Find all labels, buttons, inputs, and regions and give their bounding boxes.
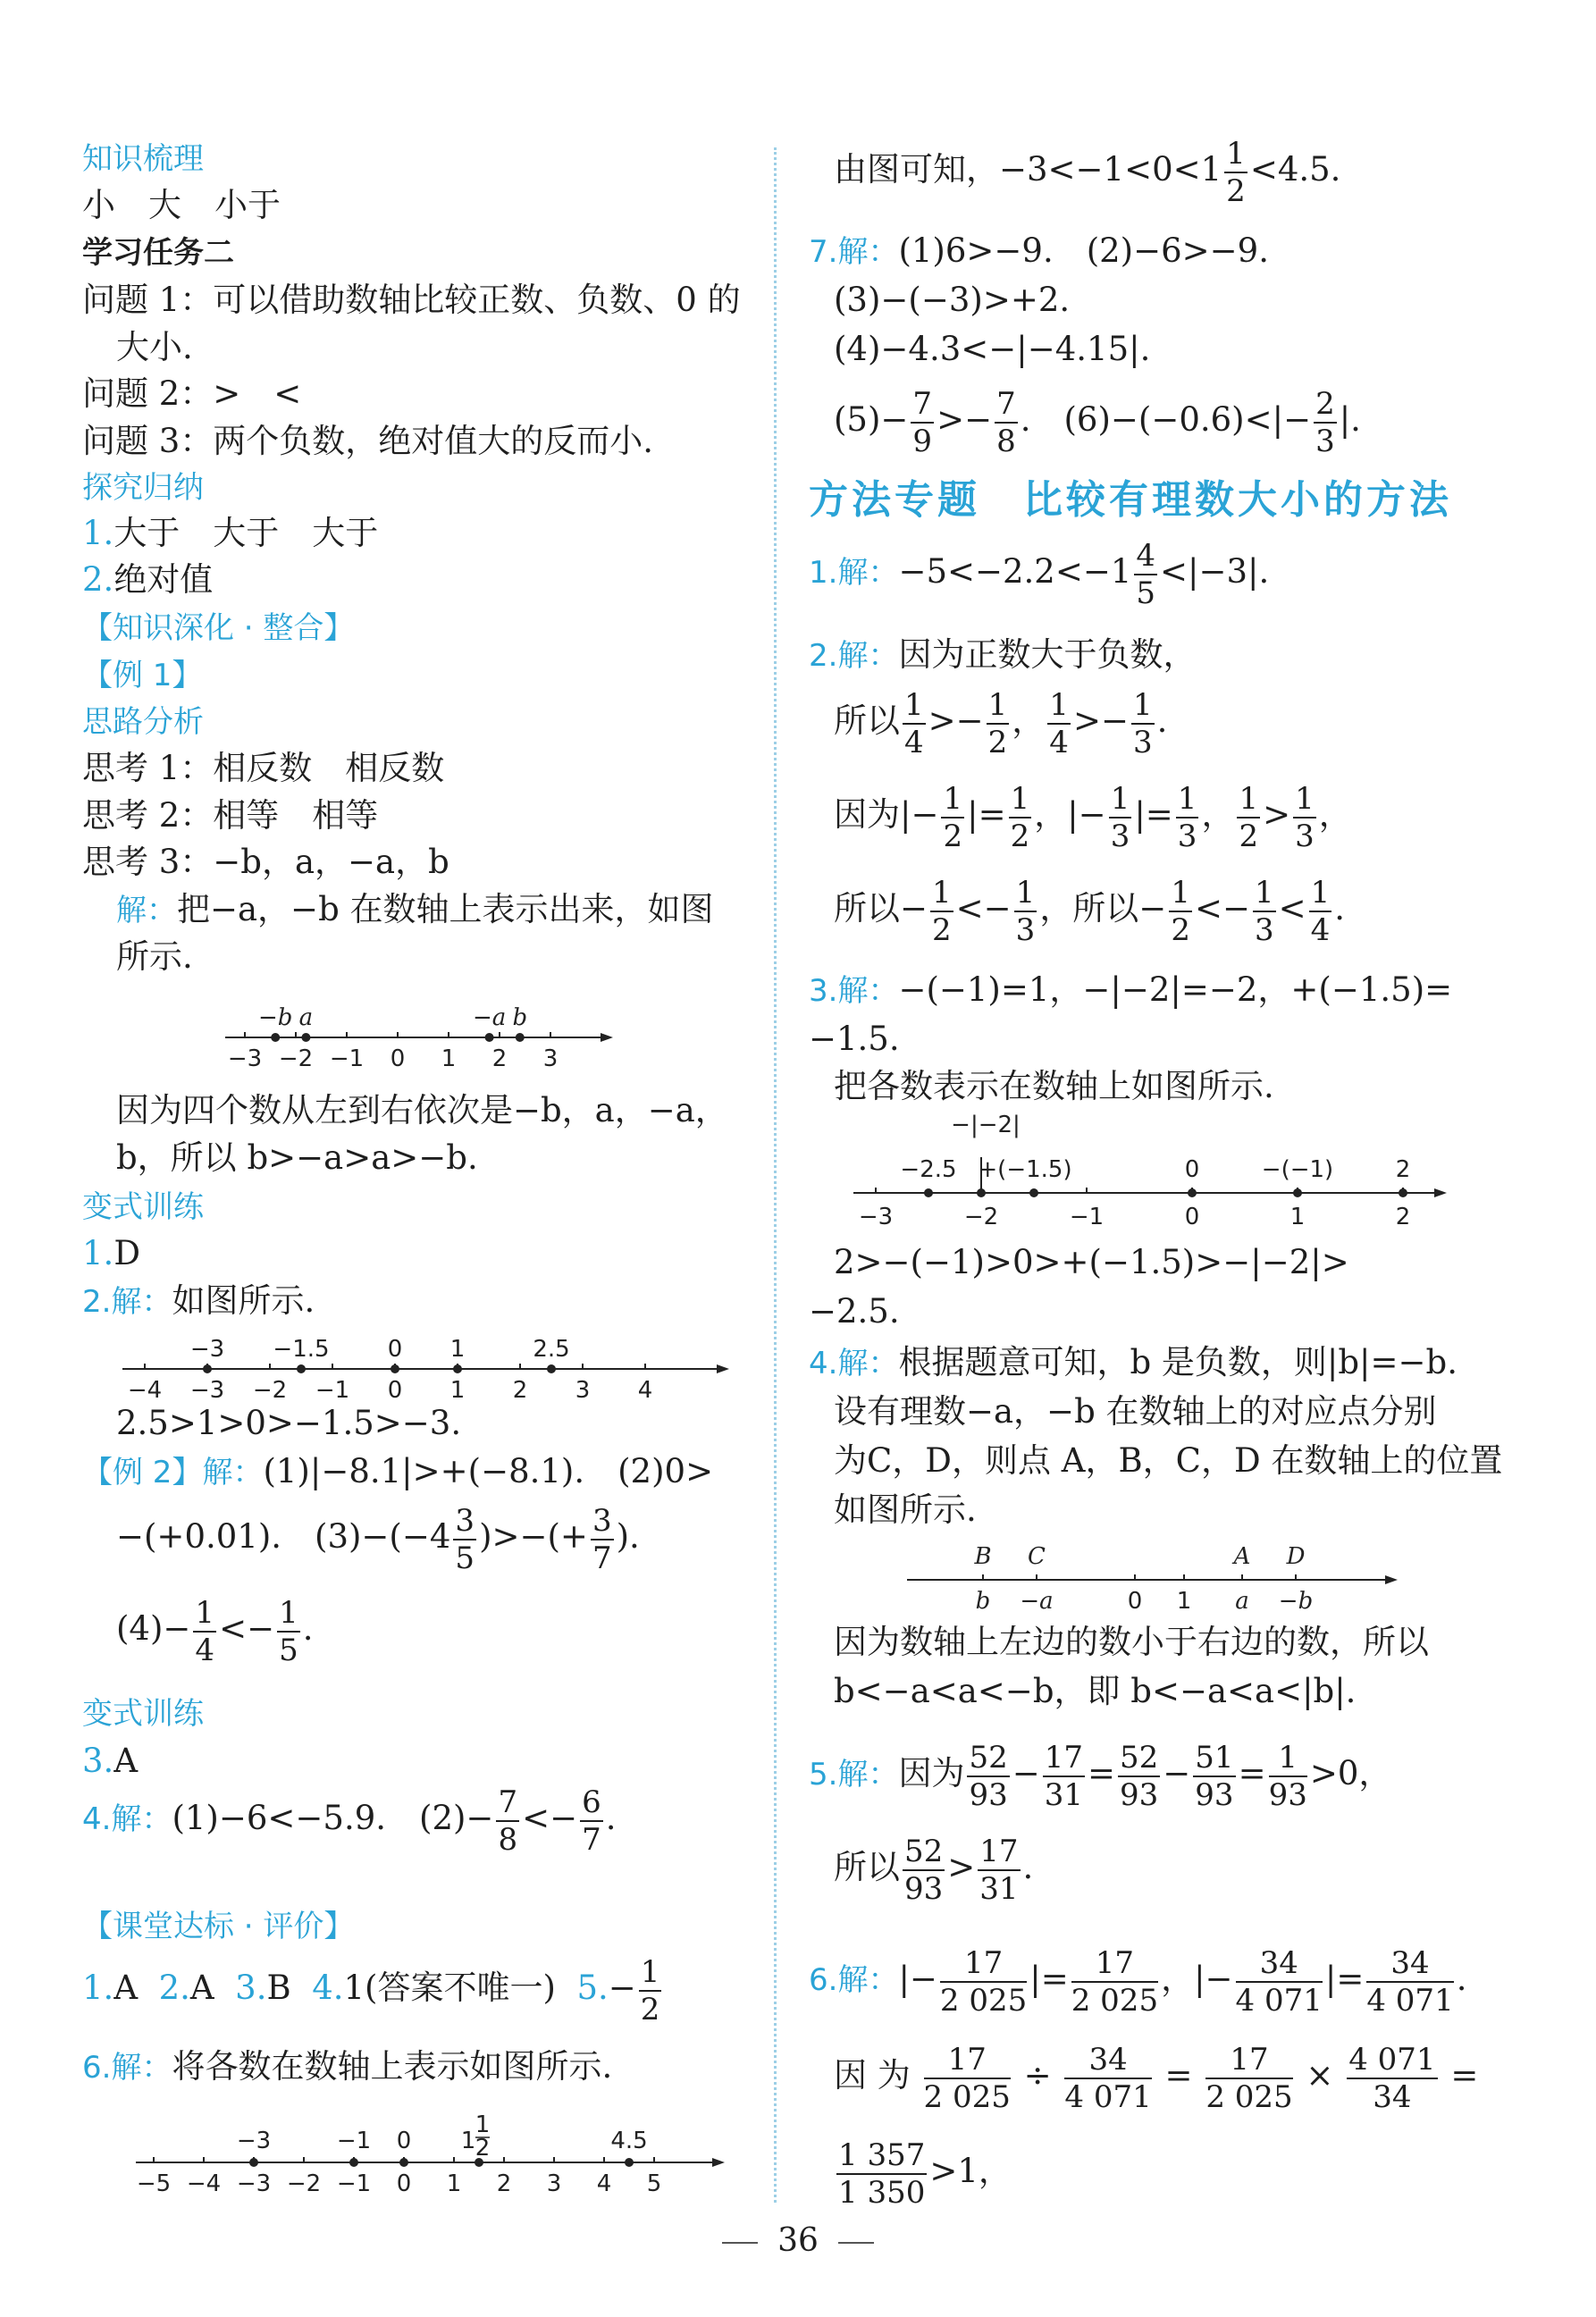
point-label: A [1233, 1543, 1251, 1570]
fraction: $\frac{1}{2}$ [943, 780, 963, 854]
point-label: −1 [336, 2128, 372, 2154]
point-label: −3 [189, 1336, 225, 1363]
point-label: −1.5 [273, 1336, 330, 1363]
heading-ketang: 【课堂达标 · 评价】 [82, 1909, 355, 1944]
point-dot [391, 1364, 399, 1373]
point-dot [1188, 1188, 1197, 1197]
point-dot [485, 1033, 494, 1042]
fraction: $\frac{17}{2 025}$ [1071, 1944, 1159, 2019]
fraction: $\frac{6}{7}$ [582, 1784, 601, 1858]
q7-line3: (4)−4.3<−|−4.15|. [834, 330, 1151, 368]
q7-line2: (3)−(−3)>+2. [834, 281, 1071, 319]
tick-label: 5 [646, 2170, 662, 2197]
tick-label: 2 [1395, 1204, 1411, 1230]
point-label-den: 2 [475, 2135, 491, 2162]
because1-line2: b，所以 b>−a>a>−b. [116, 1138, 478, 1177]
fraction: $\frac{17}{2 025}$ [939, 1944, 1028, 2019]
tick-label: 4 [596, 2170, 612, 2197]
class-answers: 1.A 2.A 3.B 4.1(答案不唯一) 5.− $\frac{1}{2}$ [82, 1953, 660, 2027]
think1: 思考 1：相反数 相反数 [82, 749, 445, 787]
fraction: $\frac{1}{4}$ [904, 686, 924, 760]
tick-label: −b [1278, 1588, 1314, 1615]
tick-label: −1 [315, 1377, 350, 1403]
tanjiu-item-2: 2.绝对值 [82, 560, 214, 599]
question1-line1: 问题 1：可以借助数轴比较正数、负数、0 的 [82, 281, 741, 319]
point-label: a [298, 1005, 314, 1031]
m6-line2: 因 为 $\frac{17}{2 025}$ ÷ $\frac{34}{4 071}$ = $\frac{17}{2 025}$ × $\frac{4 071}{34}$ = [834, 2041, 1479, 2115]
tick-label: 0 [390, 1045, 406, 1072]
fraction: $\frac{34}{4 071}$ [1366, 1944, 1454, 2019]
page-number: 36 [0, 2222, 1596, 2259]
fraction: $\frac{51}{93}$ [1195, 1739, 1234, 1813]
tick-label: 2 [496, 2170, 512, 2197]
point-label: C [1028, 1543, 1046, 1570]
think3: 思考 3：−b，a，−a，b [82, 843, 449, 881]
tick-label: 0 [1127, 1588, 1143, 1615]
fraction: $\frac{1}{3}$ [1295, 780, 1315, 854]
m3-line5: −2.5. [809, 1292, 900, 1331]
solution1-line1: 解：把−a，−b 在数轴上表示出来，如图 [116, 890, 714, 928]
think2: 思考 2：相等 相等 [82, 796, 379, 835]
point-dot [977, 1188, 986, 1197]
m4-line5: 因为数轴上左边的数小于右边的数，所以 [834, 1623, 1429, 1661]
m5-line2: 所以 $\frac{52}{93}$ > $\frac{17}{31}$ . [834, 1833, 1034, 1907]
heading-silu: 思路分析 [82, 704, 204, 740]
fraction: $\frac{1}{3}$ [1110, 780, 1130, 854]
point-dot [399, 2158, 408, 2167]
fraction: $\frac{1}{2}$ [1010, 780, 1030, 854]
fraction: $\frac{1}{93}$ [1268, 1739, 1307, 1813]
point-label: 1 [449, 1336, 466, 1363]
m2-line1: 2.解：因为正数大于负数， [809, 635, 1197, 674]
fraction: $\frac{7}{8}$ [498, 1784, 518, 1858]
tick-label: 0 [1184, 1204, 1200, 1230]
fraction: $\frac{17}{31}$ [979, 1833, 1019, 1907]
heading-tanjiu: 探究归纳 [82, 470, 204, 506]
point-label: −(−1) [1261, 1156, 1334, 1183]
m3-line3: 把各数表示在数轴上如图所示. [834, 1067, 1274, 1105]
point-label: 2 [1395, 1156, 1411, 1183]
heading-zhishi-shuli: 知识梳理 [82, 141, 204, 177]
point-dot [271, 1033, 280, 1042]
heading-shenhua: 【知识深化 · 整合】 [82, 610, 355, 646]
tick-label: −1 [1069, 1204, 1105, 1230]
point-label: D [1286, 1543, 1306, 1570]
fraction: $\frac{1}{2}$ [640, 1953, 660, 2027]
tick-label: 2 [491, 1045, 508, 1072]
fraction: $\frac{7}{8}$ [996, 385, 1016, 459]
fraction: $\frac{3}{7}$ [592, 1502, 612, 1576]
m4-line2: 设有理数−a，−b 在数轴上的对应点分别 [834, 1392, 1437, 1431]
fraction: $\frac{34}{4 071}$ [1235, 1944, 1323, 2019]
m4-line4: 如图所示. [834, 1490, 977, 1529]
m3-line4: 2>−(−1)>0>+(−1.5)>−|−2|> [834, 1243, 1349, 1281]
point-dot [203, 1364, 212, 1373]
question1-line2: 大小. [116, 328, 193, 366]
number-line-m3 [853, 1112, 1497, 1238]
variant-1: 1.D [82, 1234, 140, 1272]
m2-line4: 所以− $\frac{1}{2}$ <− $\frac{1}{3}$ ，所以− $\frac{1}{2}$ <− $\frac{1}{3}$ < $\frac{1}{4}$ . [834, 874, 1346, 948]
tick-label: −2 [252, 1377, 288, 1403]
tick-label: −1 [336, 2170, 372, 2197]
m2-line2: 所以 $\frac{1}{4}$ >− $\frac{1}{2}$ ， $\frac{1}{4}$ >− $\frac{1}{3}$ . [834, 686, 1168, 760]
tick-label: −4 [127, 1377, 163, 1403]
m4-line3: 为C，D，则点 A，B，C，D 在数轴上的位置 [834, 1441, 1503, 1480]
tick-label: 1 [1176, 1588, 1192, 1615]
tick-label: −2 [963, 1204, 999, 1230]
m6-line3: $\frac{1 357}{1 350}$ >1， [838, 2137, 1012, 2211]
because1-line1: 因为四个数从左到右依次是−b，a，−a， [116, 1091, 728, 1129]
heading-task2: 学习任务二 [82, 235, 234, 271]
tick-label: 1 [1289, 1204, 1306, 1230]
question3: 问题 3：两个负数，绝对值大的反而小. [82, 422, 654, 460]
method-topic-title: 方法专题 比较有理数大小的方法 [809, 477, 1452, 523]
class-6: 6.解：将各数在数轴上表示如图所示. [82, 2047, 613, 2086]
tick-label: 1 [449, 1377, 466, 1403]
m5-line1: 5.解：因为 $\frac{52}{93}$ − $\frac{17}{31}$ = $\frac{52}{93}$ − $\frac{51}{93}$ = $\frac{1}{93}$ >0， [809, 1739, 1392, 1813]
example1-label: 【例 1】 [82, 658, 203, 693]
fraction: $\frac{1}{5}$ [279, 1594, 298, 1668]
tick-label: −1 [329, 1045, 365, 1072]
tick-label: 3 [575, 1377, 591, 1403]
fraction: $\frac{1}{4}$ [1049, 686, 1069, 760]
tick-label: 1 [446, 2170, 462, 2197]
point-dot [924, 1188, 933, 1197]
fraction: $\frac{4 071}{34}$ [1348, 2041, 1436, 2115]
variant-2: 2.解：如图所示. [82, 1281, 315, 1320]
fraction: $\frac{4}{5}$ [1136, 537, 1156, 611]
fraction: $\frac{52}{93}$ [904, 1833, 944, 1907]
fraction: $\frac{52}{93}$ [1120, 1739, 1159, 1813]
fraction: $\frac{1}{3}$ [1132, 686, 1153, 760]
number-line-variant2 [122, 1331, 748, 1403]
m4-line1: 4.解：根据题意可知，b 是负数，则|b|=−b. [809, 1343, 1457, 1381]
point-label: 2.5 [533, 1336, 570, 1363]
m6-line1: 6.解：|− $\frac{17}{2 025}$ |= $\frac{17}{2 025}$ ，|− $\frac{34}{4 071}$ |= $\frac{34}{4 071}$ . [809, 1944, 1467, 2019]
r0-line: 由图可知，−3<−1<0<1 $\frac{1}{2}$ <4.5. [834, 135, 1341, 209]
fraction: $\frac{34}{4 071}$ [1064, 2041, 1152, 2115]
variant-4: 4.解：(1)−6<−5.9. (2)− $\frac{7}{8}$ <− $\frac{6}{7}$ . [82, 1784, 617, 1858]
number-line-class6 [136, 2109, 779, 2198]
number-line-example1 [225, 1005, 708, 1077]
m4-line6: b<−a<a<−b，即 b<−a<a<|b|. [834, 1672, 1357, 1710]
tanjiu-item-1: 1.大于 大于 大于 [82, 514, 379, 552]
point-label: −|−2| [951, 1112, 1021, 1138]
fraction: $\frac{1}{3}$ [1254, 874, 1274, 948]
tick-label: 0 [396, 2170, 412, 2197]
question2: 问题 2：> < [82, 374, 302, 413]
m2-line3: 因为|− $\frac{1}{2}$ |= $\frac{1}{2}$ ，|− $\frac{1}{3}$ |= $\frac{1}{3}$ ， $\frac{1}{2}$ > $\frac{1}{3}$ ， [834, 780, 1352, 854]
tick-label: −3 [236, 2170, 272, 2197]
point-label: −2.5 [900, 1156, 957, 1183]
point-dot [1293, 1188, 1302, 1197]
fraction: $\frac{1 357}{1 350}$ [838, 2137, 926, 2211]
tick-label: a [1235, 1588, 1249, 1615]
point-dot [625, 2158, 634, 2167]
tick-label: −4 [186, 2170, 222, 2197]
tick-label: 3 [546, 2170, 562, 2197]
fraction: $\frac{17}{31}$ [1044, 1739, 1083, 1813]
point-dot [547, 1364, 556, 1373]
q7-line1: 7.解：(1)6>−9. (2)−6>−9. [809, 231, 1269, 270]
example2-line2: −(+0.01). (3)−(−4 $\frac{3}{5}$ )>−(+ $\frac{3}{7}$ ). [116, 1502, 640, 1576]
point-dot [1029, 1188, 1038, 1197]
fraction: $\frac{1}{2}$ [1171, 874, 1190, 948]
point-dot [349, 2158, 358, 2167]
fraction: $\frac{1}{3}$ [1177, 780, 1197, 854]
q7-line4: (5)− $\frac{7}{9}$ >− $\frac{7}{8}$ . (6)−(−0.6)<|− $\frac{2}{3}$ |. [834, 385, 1361, 459]
m1-line: 1.解：−5<−2.2<−1 $\frac{4}{5}$ <|−3|. [809, 537, 1270, 611]
answer-line: 小 大 小于 [82, 186, 281, 224]
point-dot [1399, 1188, 1407, 1197]
column-divider [774, 147, 777, 2203]
point-label: 4.5 [610, 2128, 648, 2154]
point-label-num: 1 [475, 2111, 491, 2138]
point-label: 0 [1184, 1156, 1200, 1183]
point-dot [453, 1364, 462, 1373]
point-label: −b [257, 1005, 293, 1031]
tick-label: −2 [278, 1045, 314, 1072]
point-dot [301, 1033, 310, 1042]
point-dot [297, 1364, 306, 1373]
tick-label: −3 [858, 1204, 894, 1230]
tick-label: −3 [189, 1377, 225, 1403]
fraction: $\frac{1}{2}$ [932, 874, 952, 948]
fraction: $\frac{1}{2}$ [1239, 780, 1259, 854]
tick-label: 1 [441, 1045, 457, 1072]
point-label: 1 [460, 2128, 476, 2154]
fraction: $\frac{3}{5}$ [455, 1502, 475, 1576]
number-line-m4 [907, 1541, 1407, 1622]
fraction: $\frac{17}{2 025}$ [1205, 2041, 1293, 2115]
tick-label: −5 [136, 2170, 172, 2197]
tick-label: 3 [542, 1045, 559, 1072]
fraction: $\frac{7}{9}$ [912, 385, 933, 459]
fraction: $\frac{1}{4}$ [1310, 874, 1331, 948]
fraction: $\frac{1}{2}$ [987, 686, 1008, 760]
m3-line2: −1.5. [809, 1020, 900, 1058]
heading-bianshi1: 变式训练 [82, 1189, 204, 1225]
fraction: $\frac{17}{2 025}$ [923, 2041, 1011, 2115]
variant-3: 3.A [82, 1742, 139, 1780]
point-label: 0 [396, 2128, 412, 2154]
tick-label: −2 [286, 2170, 322, 2197]
tick-label: −3 [227, 1045, 263, 1072]
tick-label: 0 [387, 1377, 403, 1403]
point-label: B [974, 1543, 992, 1570]
tick-label: 4 [637, 1377, 653, 1403]
heading-bianshi2: 变式训练 [82, 1696, 204, 1732]
tick-label: b [975, 1588, 991, 1615]
point-label: −3 [236, 2128, 272, 2154]
point-label: −a [472, 1005, 507, 1031]
example2-line1: 【例 2】解：(1)|−8.1|>+(−8.1). (2)0> [82, 1452, 714, 1490]
solution1-line2: 所示. [116, 937, 193, 976]
example2-line3: (4)− $\frac{1}{4}$ <− $\frac{1}{5}$ . [116, 1594, 314, 1668]
fraction: $\frac{2}{3}$ [1315, 385, 1335, 459]
point-label: +(−1.5) [978, 1156, 1072, 1183]
fraction: $\frac{1}{3}$ [1015, 874, 1036, 948]
variant2-result: 2.5>1>0>−1.5>−3. [116, 1404, 462, 1442]
fraction: $\frac{1}{2}$ [1226, 135, 1246, 209]
point-dot [516, 1033, 525, 1042]
point-label: 0 [387, 1336, 403, 1363]
m3-line1: 3.解：−(−1)=1，−|−2|=−2，+(−1.5)= [809, 970, 1453, 1009]
fraction: $\frac{1}{4}$ [195, 1594, 215, 1668]
point-dot [249, 2158, 258, 2167]
point-label: b [512, 1005, 528, 1031]
fraction: $\frac{52}{93}$ [969, 1739, 1008, 1813]
tick-label: 2 [512, 1377, 528, 1403]
tick-label: −a [1020, 1588, 1054, 1615]
